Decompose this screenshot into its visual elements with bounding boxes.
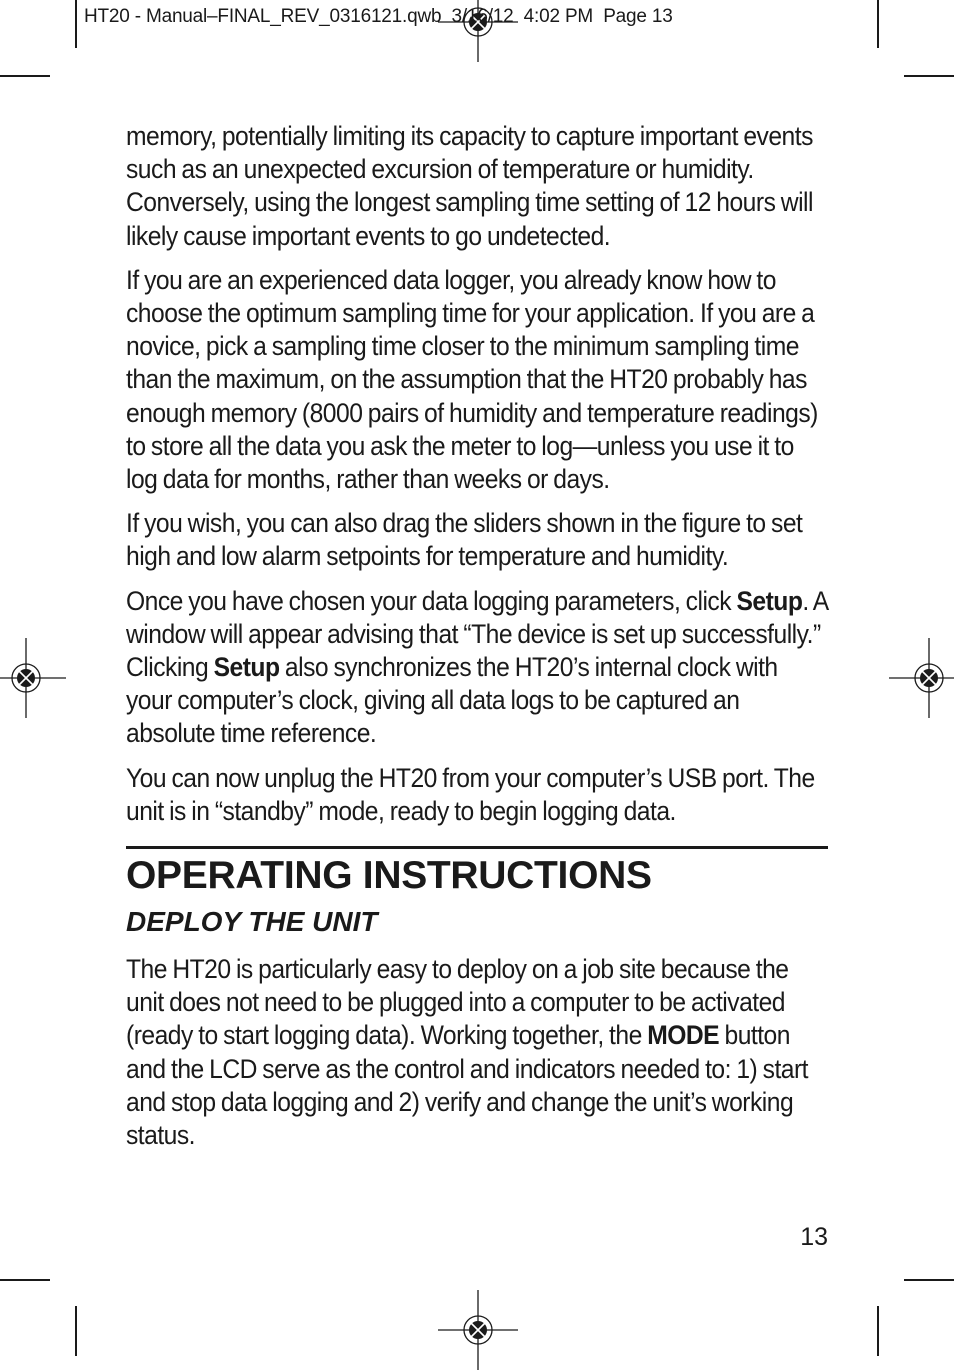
crop-mark	[0, 1279, 50, 1281]
text-run: Once you have chosen your data logging parameters, click	[126, 585, 737, 616]
crop-mark	[877, 0, 879, 48]
paragraph-memory: memory, potentially limiting its capacity to capture important events such as an unexpected excursion of temperature or humidity. Conversely, using the longest sampling time setting of 12 hours will likely cause important events to go undetected.	[126, 121, 813, 251]
registration-mark-icon	[438, 1290, 518, 1370]
setup-bold-text: Setup	[736, 585, 803, 616]
paragraph-setup	[126, 585, 828, 751]
crop-mark	[0, 75, 50, 77]
section-subheading: DEPLOY THE UNIT	[126, 906, 378, 938]
paragraph-sliders: If you wish, you can also drag the sliders shown in the figure to set high and low alarm setpoints for temperature and humidity.	[126, 508, 803, 572]
crop-mark	[904, 1279, 954, 1281]
paragraph-unplug: You can now unplug the HT20 from your computer’s USB port. The unit is in “standby” mode, ready to begin logging data.	[126, 762, 815, 826]
text-run: The HT20 is particularly easy to deploy on a job site because the unit does not need to be plugged into a computer to be activated (ready to start logging data). Working together, the	[126, 954, 789, 1051]
text-run: . A window will appear advising that “The device is set up successfully.” Clicking	[126, 585, 828, 683]
paragraph-experienced-logger: If you are an experienced data logger, you already know how to choose the optimum sampling time for your application. If you are a novice, pick a sampling time closer to the minimum sampling time than the maximum, on the assumption that the HT20 probably has enough memory (8000 pairs of humidity and temperature readings) to store all the data you ask the meter to log—unless you use it to log data for months, rather than weeks or days.	[126, 264, 818, 495]
mode-bold-text: MODE	[647, 1020, 720, 1051]
crop-mark	[75, 1306, 77, 1356]
page-content	[126, 120, 828, 1163]
crop-mark	[75, 0, 77, 48]
text-run: also synchronizes the HT20’s internal clock with your computer’s clock, giving all data logs to be captured an absolute time reference.	[126, 652, 778, 749]
registration-mark-icon	[889, 638, 954, 718]
text-run: button and the LCD serve as the control and indicators needed to: 1) start and stop data logging and 2) verify and change the unit’s working status.	[126, 1020, 809, 1151]
crop-mark	[877, 1306, 879, 1356]
setup-bold-text: Setup	[213, 652, 280, 683]
section-heading: OPERATING INSTRUCTIONS	[126, 854, 652, 898]
section-divider	[126, 846, 828, 849]
print-slug: HT20 - Manual–FINAL_REV_0316121.qwb 3/16/12 4:02 PM Page 13	[84, 6, 673, 27]
page-number: 13	[800, 1223, 828, 1251]
paragraph-deploy	[126, 953, 828, 1152]
registration-mark-icon	[0, 638, 66, 718]
crop-mark	[904, 75, 954, 77]
